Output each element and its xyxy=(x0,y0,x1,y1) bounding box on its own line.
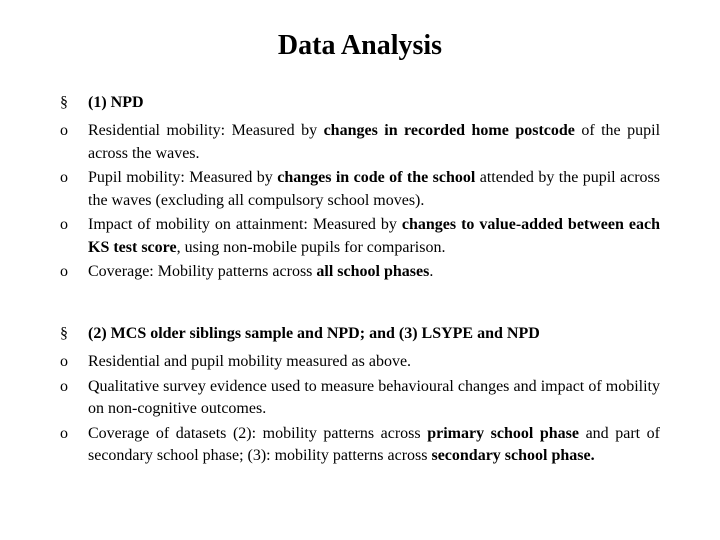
section-npd xyxy=(60,92,660,286)
list-item xyxy=(60,167,660,212)
list-item xyxy=(60,120,660,165)
list-item xyxy=(60,423,660,468)
list-item-text xyxy=(88,120,660,165)
list-item xyxy=(60,214,660,259)
section-heading-text: (1) NPD xyxy=(88,94,144,111)
list-item xyxy=(60,261,660,284)
bold-text: secondary school phase. xyxy=(431,447,595,464)
list-item-text xyxy=(88,167,660,212)
list-item xyxy=(60,351,660,374)
text-run: Residential mobility: Measured by xyxy=(88,122,324,139)
bold-text: primary school phase xyxy=(427,424,580,442)
bold-text: changes in code of the school xyxy=(277,169,476,186)
text-run: Residential and pupil mobility measured as above. xyxy=(88,353,412,370)
section-heading-text: (2) MCS older siblings sample and NPD; and (3) LSYPE and NPD xyxy=(88,325,540,342)
list-item-text xyxy=(88,351,660,374)
section-mcs-lsype xyxy=(60,323,660,470)
square-bullet-icon: § xyxy=(60,94,68,111)
section-heading xyxy=(60,323,660,344)
list-item-text xyxy=(88,423,660,468)
text-run: Pupil mobility: Measured by xyxy=(88,169,278,186)
circle-bullet-icon: o xyxy=(60,263,68,280)
section-heading xyxy=(60,92,660,113)
slide-title: Data Analysis xyxy=(277,30,443,61)
circle-bullet-icon: o xyxy=(60,377,68,395)
square-bullet-icon: § xyxy=(60,325,68,342)
text-run: Coverage: Mobility patterns across xyxy=(88,263,317,280)
circle-bullet-icon: o xyxy=(60,169,68,186)
bullet-list xyxy=(60,120,660,284)
text-run: and part of secondary school phase; (3): mobility patterns across xyxy=(88,424,661,464)
list-item-text xyxy=(88,214,660,259)
text-run: , using non-mobile pupils for comparison. xyxy=(176,238,446,256)
bullet-list xyxy=(60,351,660,468)
text-run: Qualitative survey evidence used to measure behavioural changes and impact of mobility on non-cognitive outcomes. xyxy=(88,377,660,417)
circle-bullet-icon: o xyxy=(60,216,68,233)
bold-text: all school phases xyxy=(316,263,430,280)
bold-text: changes in recorded home postcode xyxy=(323,122,575,139)
text-run: of the pupil across the waves. xyxy=(88,122,661,162)
list-item xyxy=(60,376,660,421)
text-run: Coverage of datasets (2): mobility patterns across xyxy=(88,424,428,442)
circle-bullet-icon: o xyxy=(60,353,68,370)
list-item-text xyxy=(88,376,660,421)
list-item-text xyxy=(88,261,660,284)
text-run: . xyxy=(429,263,434,280)
text-run: Impact of mobility on attainment: Measured by xyxy=(88,216,402,233)
bold-text: changes to value-added between each KS test score xyxy=(88,216,660,256)
text-run: attended by the pupil across the waves (excluding all compulsory school moves). xyxy=(88,169,661,209)
circle-bullet-icon: o xyxy=(60,122,68,139)
circle-bullet-icon: o xyxy=(60,424,68,442)
